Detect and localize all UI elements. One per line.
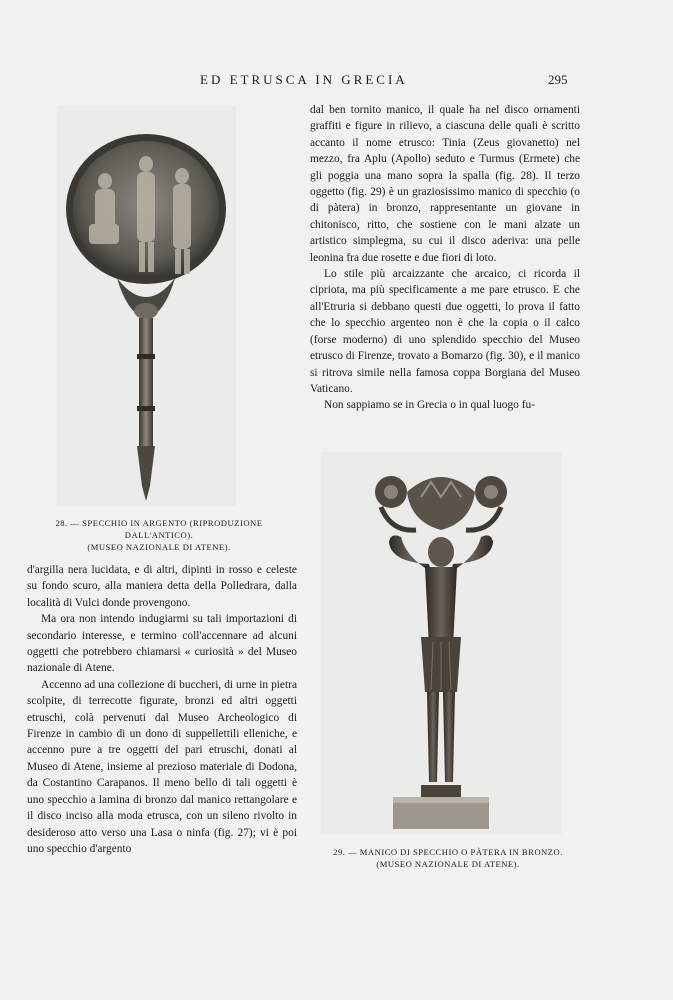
left-paragraph: Accenno ad una collezione di buccheri, di urne in pietra scolpite, di terrecotte figurate, bronzi ed altri oggetti etruschi, colà pervenuti dal Museo Archeologico di Firenze in cambio di un dono di suppellettili elleniche, e accenno pure a tre oggetti del pari etruschi, donati al Museo di Atene, insieme al prezioso materiale di Dodona, da Costantino Carapanos. Il meno bello di tali oggetti è uno specchio a lamina di bronzo dal manico rettangolare e il disco inciso alla moda etrusca, con un sileno rivolto in desideroso atto verso una Lasa o ninfa (fig. 27); vi è poi uno specchio d'argento xyxy=(27,678,297,855)
left-paragraph: d'argilla nera lucidata, e di altri, dipinti in rosso e celeste su fondo scuro, alla maniera detta della Polledrara, dalla località di Vulci donde provengono. xyxy=(27,564,297,609)
right-paragraph: Non sappiamo se in Grecia o in qual luogo fu- xyxy=(324,399,535,412)
right-paragraph: Lo stile più arcaizzante che arcaico, ci ricorda il cipriota, ma più specificamente a me pare etrusco. E che all'Etruria si debbano questi due oggetti, lo prova il fatto che lo specchio argenteo non è che la copia o il calco (forse moderno) di uno splendido specchio del Museo etrusco di Firenze, trovato a Bomarzo (fig. 30), e il manico si ritrova simile nella famosa coppa Borgiana del Museo Vaticano. xyxy=(310,268,580,395)
left-paragraph: Ma ora non intendo indugiarmi su tali importazioni di secondario interesse, e termino coll'accennare ad alcuni oggetti che potrebbero chiamarsi « curiosità » del Museo nazionale di Atene. xyxy=(27,613,297,675)
right-paragraph: dal ben tornito manico, il quale ha nel disco ornamenti graffiti e figure in rilievo, a ciascuna delle quali è scritto accanto il nome etrusco: Tinia (Zeus giovanetto) nel mezzo, fra Aplu (Apollo) seduto e Turmus (Ermete) che gli poggia una mano sopra la spalla (fig. 28). Il terzo oggetto (fig. 29) è un graziosissimo manico di specchio (o di pàtera) in bronzo, rappresentante un giovane in chitonisco, ritto, che sostiene con le mani alzate un artistico simplegma, su cui il disco aderiva: una pelle leonina fra due rosette e due fiori di loto. xyxy=(310,104,580,264)
figure-29-caption-title: 29. — MANICO DI SPECCHIO O PÀTERA IN BRONZO. xyxy=(333,847,563,857)
left-column-text xyxy=(27,562,297,857)
figure-28-caption xyxy=(24,517,294,553)
silver-mirror-illustration xyxy=(57,106,236,506)
figure-29-caption-museum: (MUSEO NAZIONALE DI ATENE). xyxy=(376,859,520,869)
running-title: ED ETRUSCA IN GRECIA xyxy=(200,72,408,87)
figure-29-handle-photo xyxy=(321,452,562,834)
figure-28-caption-museum: (MUSEO NAZIONALE DI ATENE). xyxy=(87,542,231,552)
figure-29-caption xyxy=(318,846,578,870)
figure-28-mirror-photo xyxy=(57,106,236,506)
page-number: 295 xyxy=(548,72,568,87)
bronze-handle-illustration xyxy=(321,452,562,834)
page-header xyxy=(0,72,673,88)
figure-28-caption-title: 28. — SPECCHIO IN ARGENTO (RIPRODUZIONE DALL'ANTICO). xyxy=(55,518,263,540)
right-column-text xyxy=(310,102,580,414)
